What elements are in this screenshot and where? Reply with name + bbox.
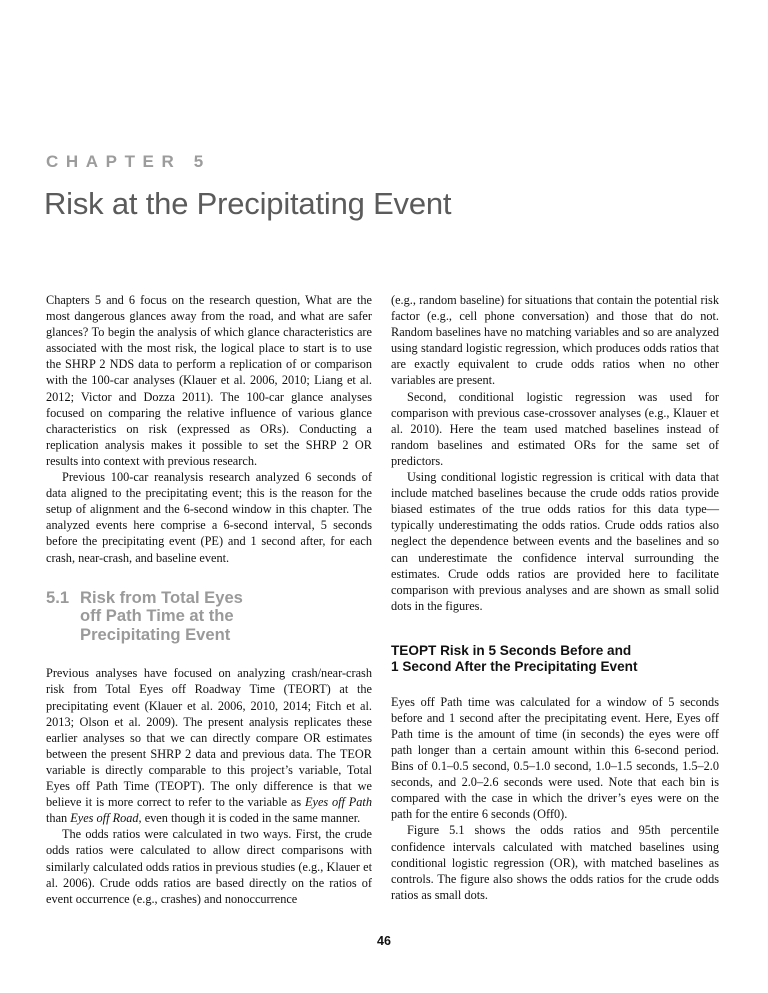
paragraph: Using conditional logistic regression is critical with data that include matched baselines because the crude odds ratios provide biased estimates of the true odds ratios for this data type—typically underestimating the odds ratios. Crude odds ratios also neglect the dependence between events and the baselines and so can underestimate the confidence interval surrounding the estimates. Crude odds ratios are provided here to facilitate comparison with previous analyses and are shown as small solid dots in the figures.	[391, 470, 719, 613]
subsection-heading	[391, 643, 719, 676]
chapter-label: CHAPTER 5	[46, 152, 211, 171]
paragraph: Previous 100-car reanalysis research analyzed 6 seconds of data aligned to the precipitating event; this is the reason for the setup of alignment and the 6-second window in this chapter. The analyzed events here comprise a 6-second interval, 5 seconds before the precipitating event (PE) and 1 second after, for each crash, near-crash, and baseline event.	[46, 470, 372, 565]
emphasis: Eyes off Path	[304, 795, 372, 810]
section-title-line: Precipitating Event	[80, 624, 231, 644]
section-heading	[46, 589, 372, 645]
paragraph: (e.g., random baseline) for situations that contain the potential risk factor (e.g., cell phone conversation) and those that do not. Random baselines have no matching variables and so are analyzed using standard logistic regression, which produces odds ratios that are exactly equivalent to crude odds ratios when no other variables are present.	[391, 293, 719, 388]
subsection-title-line: 1 Second After the Precipitating Event	[391, 659, 638, 675]
section-title-line: Risk from Total Eyes	[80, 587, 243, 607]
paragraph: Previous analyses have focused on analyzing crash/near-crash risk from Total Eyes off Roadway Time (TEORT) at the precipitating event (Klauer et al. 2006, 2010, 2014; Fitch et al. 2013; Olson et al. 2009). The present analysis replicates these earlier analyses so that we can directly compare OR estimates between the present SHRP 2 data and previous data. The TEOR variable is directly comparable to this project’s variable, Total Eyes off Path Time (TEOPT). The only difference is that we believe it is more correct to refer to the variable as Eyes off Path than Eyes off Road, even though it is coded in the same manner.	[46, 666, 372, 826]
paragraph: Chapters 5 and 6 focus on the research question, What are the most dangerous glances away from the road, and what are safer glances? To begin the analysis of which glance characteristics are associated with the most risk, the logical place to start is to use the SHRP 2 NDS data to perform a replication of or comparison with the 100-car analyses (Klauer et al. 2006, 2010; Liang et al. 2012; Victor and Dozza 2011). The 100-car glance analyses focused on comparing the relative influence of various glance characteristics on risk (expressed as ORs). Conducting a replication analysis makes it possible to set the SHRP 2 OR results into context with previous research.	[46, 293, 372, 468]
paragraph: Figure 5.1 shows the odds ratios and 95th percentile confidence intervals calculated with matched baselines using conditional logistic regression (OR), with matched baselines as controls. The figure also shows the odds ratios for the crude odds ratios as small dots.	[391, 823, 719, 902]
emphasis: Eyes off Road,	[70, 811, 142, 826]
paragraph: The odds ratios were calculated in two ways. First, the crude odds ratios were calculated to allow direct comparisons with similarly calculated odds ratios in previous studies (e.g., Klauer et al. 2006). Crude odds ratios are based directly on the ratios of event occurrence (e.g., crashes) and nonoccurrence	[46, 827, 372, 906]
left-column	[46, 292, 372, 907]
right-column	[391, 292, 719, 903]
paragraph: Eyes off Path time was calculated for a window of 5 seconds before and 1 second after the precipitating event. Here, Eyes off Path time is the amount of time (in seconds) the eyes were off path longer than a certain amount within this 6-second period. Bins of 0.1–0.5 second, 0.5–1.0 second, 1.0–1.5 seconds, 1.5–2.0 seconds, and 2.0–2.6 seconds were used. Note that each bin is compared with the case in which the driver’s eyes were on the path for the entire 6 seconds (Off0).	[391, 694, 719, 822]
page-number: 46	[377, 934, 391, 948]
paragraph: Second, conditional logistic regression was used for comparison with previous case-crossover analyses (e.g., Klauer et al. 2010). Here the team used matched baselines instead of random baselines and estimated ORs for the same set of predictors.	[391, 389, 719, 468]
section-number: 5.1	[46, 587, 70, 607]
subsection-title-line: TEOPT Risk in 5 Seconds Before and	[391, 642, 632, 658]
chapter-title: Risk at the Precipitating Event	[44, 186, 452, 221]
section-title-line: off Path Time at the	[80, 606, 234, 626]
